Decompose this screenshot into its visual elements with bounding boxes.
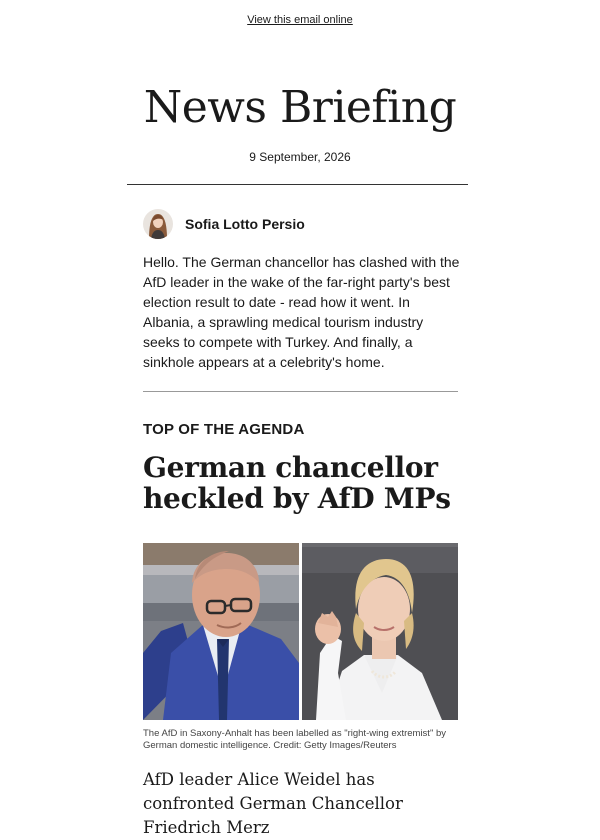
intro-divider	[143, 391, 458, 392]
view-online-link[interactable]: View this email online	[247, 14, 353, 26]
header-divider	[127, 184, 468, 185]
author-avatar	[143, 209, 173, 239]
photo-right-weidel	[302, 543, 458, 720]
author-name: Sofia Lotto Persio	[185, 216, 305, 232]
photo-caption: The AfD in Saxony-Anhalt has been labelled as "right-wing extremist" by German domestic intelligence. Credit: Getty Images/Reuters	[143, 728, 446, 751]
article-lead: AfD leader Alice Weidel has confronted German Chancellor Friedrich Merz	[143, 770, 403, 837]
newsletter-date: 9 September, 2026	[249, 150, 351, 164]
author-byline	[143, 208, 305, 240]
intro-text: Hello. The German chancellor has clashed with the AfD leader in the wake of the far-right party's best election result to date - read how it went. In Albania, a sprawling medical tourism industry seeks to compete with Turkey. And finally, a sinkhole appears at a celebrity's home.	[143, 254, 460, 370]
photo-left-chancellor	[143, 543, 299, 720]
section-label: TOP OF THE AGENDA	[143, 421, 305, 438]
newsletter-title: News Briefing	[143, 82, 457, 133]
view-online-bar	[0, 14, 600, 26]
article-headline[interactable]: German chancellor heckled by AfD MPs	[143, 451, 451, 515]
article-photo[interactable]	[143, 543, 458, 720]
